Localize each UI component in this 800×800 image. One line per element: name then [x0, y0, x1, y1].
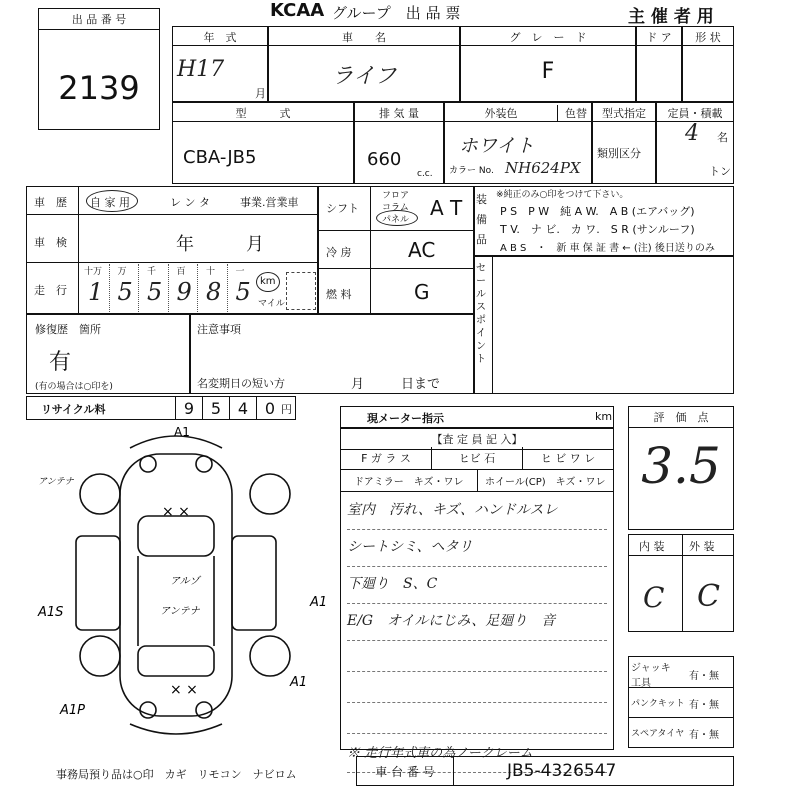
recycle-label: リサイクル料 [41, 403, 106, 416]
recycle-digit: 4 [229, 397, 256, 419]
interior-label: 内 装 [639, 540, 665, 553]
divider [629, 555, 733, 556]
shape-label: 形 状 [683, 29, 733, 46]
repair-label: 修復歴 箇所 [35, 323, 101, 336]
month-suffix: 月 [255, 87, 266, 100]
equipment-row-3: A B S ・ 新 車 保 証 書 ← (注) 後日送りのみ [500, 243, 715, 254]
equipment-note: ※純正のみ○印をつけて下さい。 [496, 190, 629, 200]
mileage-label: 走 行 [34, 284, 67, 297]
mileage-digit: 8 [206, 278, 222, 306]
windshield [138, 516, 214, 556]
meter-box [340, 406, 614, 428]
capacity-unit: 名 [717, 131, 728, 144]
inspection-year: 年 [176, 234, 194, 255]
wheel-rr [250, 636, 290, 676]
recycle-unit: 円 [281, 403, 292, 416]
mileage-digit: 5 [147, 278, 163, 306]
wheel-rl [80, 636, 120, 676]
wheel-rl-bottom [140, 702, 156, 718]
puncture-label: パンクキット [631, 699, 685, 709]
tools-row [629, 657, 733, 688]
spare-option: 有・無 [689, 730, 719, 741]
year-label: 年 式 [173, 29, 267, 46]
divider [78, 186, 79, 314]
deadline-label: 名変期日の短い方 [197, 377, 285, 390]
displacement-value: 660 [367, 149, 402, 170]
mileage-digits [80, 264, 256, 312]
km-unit: km [260, 276, 276, 287]
lot-number-value: 2139 [58, 69, 140, 107]
remark: シートシミ、ヘタリ [347, 530, 607, 567]
meter-label: 現メーター指示 [367, 412, 444, 425]
history-business: 事業.営業車 [240, 196, 299, 209]
wheel-fl-top [140, 456, 156, 472]
ext-color-cell [444, 102, 592, 184]
displacement-cell [354, 102, 444, 184]
equipment-row-2: T V. ナ ビ. カ ワ. S R (サンルーフ) [500, 223, 695, 236]
tools-box [628, 656, 734, 748]
sale-points-label: セールスポイント [476, 263, 486, 365]
notes-label: 注意事項 [197, 323, 241, 336]
wheel-fr [250, 474, 290, 514]
wheel-rr-bottom [196, 702, 212, 718]
digit-label: 十万 [84, 267, 103, 277]
condition-box [628, 534, 734, 632]
history-label: 車 歴 [34, 196, 67, 209]
shift-label: シフト [326, 202, 359, 215]
repair-value: 有 [49, 350, 72, 375]
divider [370, 186, 371, 314]
tools-row [629, 687, 733, 718]
category-label: 類別区分 [597, 147, 641, 160]
recycle-digit: 9 [175, 397, 202, 419]
ext-color-label: 外装色 [445, 105, 557, 122]
deadline-day: 日まで [401, 377, 441, 392]
wheel-fl [80, 474, 120, 514]
remark-lines [347, 493, 607, 773]
history-rental: レ ン タ [170, 196, 210, 209]
mark-front: A1 [174, 425, 190, 439]
repair-note: (有の場合は○印を) [35, 382, 113, 392]
remark: E/G オイルにじみ、足廻り 音 [347, 604, 607, 641]
recycle-box [26, 396, 296, 420]
chip-label: ヒビ 石 [432, 447, 523, 469]
name-value: ライフ [331, 64, 397, 89]
wheel-fr-top [196, 456, 212, 472]
divider [26, 262, 318, 263]
mark-rear-left: A1P [60, 703, 86, 718]
sale-points-box [474, 256, 734, 394]
door-cell [636, 26, 682, 102]
organizer-label: 主 催 者 用 [628, 7, 714, 27]
recycle-digits [175, 397, 283, 419]
jack-label: ジャッキ 工具 [631, 663, 671, 689]
divider [682, 535, 683, 631]
lot-number-label: 出 品 番 号 [39, 11, 159, 30]
km-circle [256, 272, 280, 292]
type-designation-cell [592, 102, 656, 184]
year-value: H17 [177, 57, 225, 82]
group-title: グループ 出 品 票 [332, 4, 461, 22]
inspection-month: 月 [246, 234, 264, 255]
mark-antenna: アンテナ [160, 606, 200, 617]
model-cell [172, 102, 354, 184]
digit-label: 一 [235, 267, 245, 277]
mileage-digit: 1 [88, 278, 104, 306]
mile-box [286, 272, 316, 310]
inspector-title: 【査 定 員 記 入】 [341, 431, 613, 450]
interior-value: C [643, 581, 665, 614]
mark-left-front: A1S [38, 605, 64, 620]
chassis-label: 車 台 番 号 [357, 757, 454, 785]
private-circle [86, 190, 138, 212]
chassis-box [356, 756, 734, 786]
divider [26, 214, 318, 215]
mileage-digit: 9 [176, 278, 192, 306]
wheel-label: ホイール(CP) キズ・ワレ [485, 476, 606, 488]
score-label: 評 価 点 [629, 409, 733, 428]
remark: 下廻り S、C [347, 567, 607, 604]
color-no-label: カラー No. [449, 166, 494, 176]
name-cell [268, 26, 460, 102]
deadline-month: 月 [351, 377, 365, 392]
inspector-box [340, 428, 614, 761]
ac-label: 冷 房 [326, 246, 352, 259]
puncture-option: 有・無 [689, 700, 719, 711]
capacity-value: 4 [685, 121, 699, 146]
equipment-row-1: P S P W 純 A W. A B (エアバッグ) [500, 205, 695, 218]
left-side [76, 536, 120, 630]
grade-label: グ レ ー ド [461, 29, 635, 46]
mark-aerial: アンテナ [38, 477, 74, 487]
inspection-label: 車 検 [34, 236, 67, 249]
right-side [232, 536, 276, 630]
deposit-note: 事務局預り品は○印 カギ リモコン ナビロム [56, 768, 297, 781]
mark-roof: アルゾ [170, 576, 200, 587]
name-label: 車 名 [269, 29, 459, 46]
digit-label: 千 [147, 267, 157, 277]
fglass-label: F ガ ラ ス [341, 447, 432, 469]
repair-box [26, 314, 190, 394]
digit-label: 万 [117, 267, 127, 277]
meter-unit: km [595, 410, 613, 423]
remark: 室内 汚れ、キズ、ハンドルスレ [347, 493, 607, 530]
color-change-label: 色替 [557, 105, 594, 122]
ext-color-value: ホワイト [459, 135, 535, 157]
crack-label: ヒ ビ ワ レ [540, 452, 596, 465]
chassis-value: JB5-4326547 [507, 761, 617, 781]
rear-window [138, 646, 214, 676]
ton-unit: トン [709, 165, 731, 178]
grade-value: F [541, 59, 555, 84]
lot-number-box [38, 8, 160, 130]
fuel-value: G [414, 280, 430, 304]
grade-cell [460, 26, 636, 102]
mile-unit: マイル [258, 299, 285, 309]
exterior-value: C [697, 579, 720, 614]
equipment-label: 装 備 品 [476, 193, 487, 246]
notes-box [190, 314, 474, 394]
mark-trunk: × × [170, 682, 198, 698]
color-no-value: NH624PX [505, 159, 581, 177]
mark-right-front: A1 [310, 595, 328, 610]
shape-cell [682, 26, 734, 102]
cc-unit: c.c. [417, 169, 433, 179]
recycle-digit: 5 [202, 397, 229, 419]
type-designation-label: 型式指定 [593, 105, 655, 122]
divider [318, 268, 474, 269]
mileage-digit: 5 [117, 278, 133, 306]
year-cell [172, 26, 268, 102]
mirror-label: ドアミラー キズ・ワレ [341, 469, 478, 491]
inspector-row-2 [341, 469, 613, 492]
inspector-row-1 [341, 447, 613, 470]
spare-label: スペアタイヤ [631, 729, 685, 739]
model-value: CBA-JB5 [183, 147, 257, 168]
recycle-digit: 0 [256, 397, 283, 419]
ac-value: AC [408, 238, 436, 262]
mileage-digit: 5 [235, 278, 251, 306]
footer-remark: ※ 走行年式車の為ノークレーム [347, 734, 607, 773]
divider [492, 256, 493, 394]
car-diagram [20, 424, 350, 764]
shift-option-panel: パネル [382, 215, 410, 225]
exterior-label: 外 装 [689, 540, 715, 553]
shift-option-column: コラム [382, 203, 409, 213]
shift-option-floor: フロア [382, 191, 410, 201]
door-label: ド ア [637, 29, 681, 46]
digit-label: 百 [176, 267, 186, 277]
tools-row [629, 717, 733, 747]
history-private: 自 家 用 [90, 196, 130, 209]
model-label: 型 式 [173, 105, 353, 122]
divider [318, 230, 474, 231]
mark-rear-right: A1 [290, 675, 308, 690]
panel-circle [376, 210, 418, 226]
displacement-label: 排 気 量 [355, 105, 443, 122]
fuel-label: 燃 料 [326, 288, 352, 301]
shift-value: A T [430, 196, 463, 220]
score-box [628, 406, 734, 530]
mark-hood: × × [162, 504, 190, 520]
org-logo: KCAA [270, 0, 325, 21]
capacity-label: 定員・積載 [657, 105, 733, 122]
jack-option: 有・無 [689, 671, 719, 682]
rear-bumper [130, 724, 222, 734]
score-value: 3.5 [641, 437, 721, 495]
digit-label: 十 [206, 267, 216, 277]
capacity-cell [656, 102, 734, 184]
